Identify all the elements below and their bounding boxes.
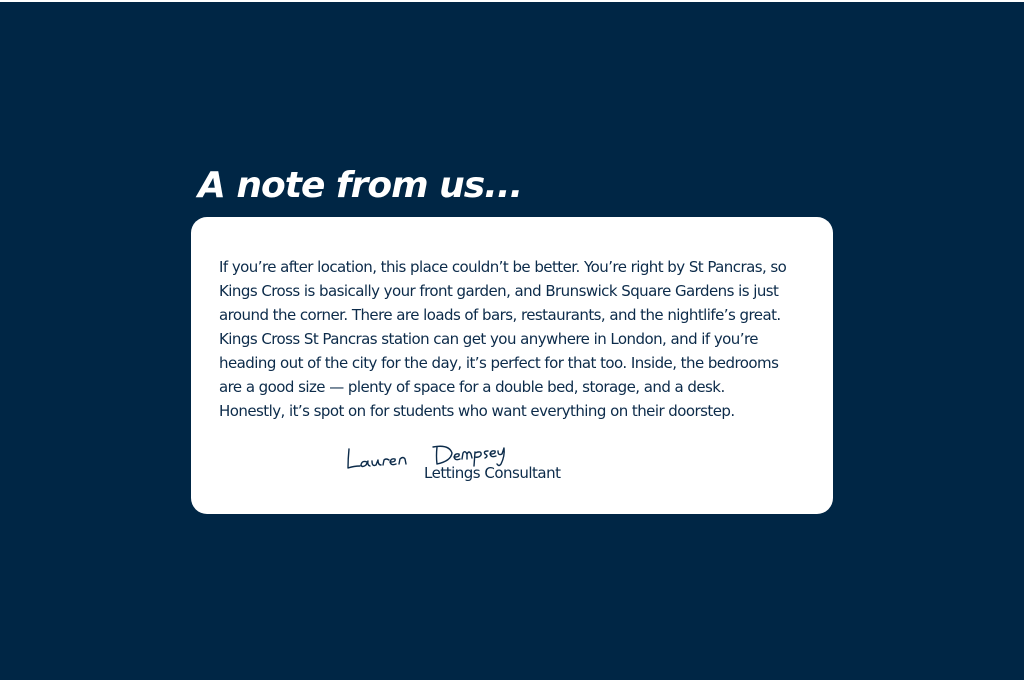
note-paragraph: If you’re after location, this place couldn’t be better. You’re right by St Pancras, so Kings Cross is basically your front garden, and Brunswick Square Gardens is just around the corner. There are loads of bars, restaurants, and the nightlife’s great. Kings Cross St Pancras station can get you anywhere in London, and if you’re heading out of the city for the day, it’s perfect for that too. Inside, the bedrooms are a good size — plenty of space for a double bed, storage, and a desk. Honestly, it’s spot on for students who want everything on their doorstep. xyxy=(219,258,787,420)
note-heading: A note from us... xyxy=(198,165,523,206)
page-background xyxy=(0,2,1024,680)
note-card xyxy=(191,217,833,514)
signatory-role: Lettings Consultant xyxy=(424,464,561,482)
